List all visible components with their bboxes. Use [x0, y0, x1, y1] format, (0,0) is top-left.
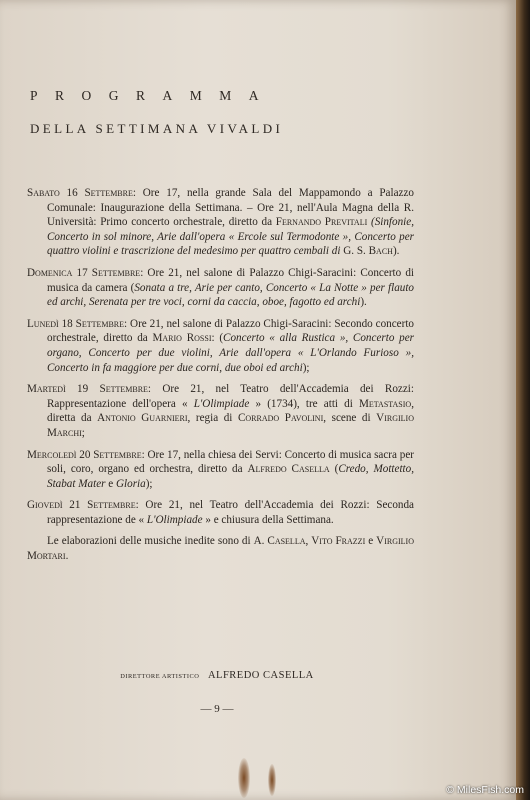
artistic-director-name: ALFREDO CASELLA: [207, 670, 314, 681]
entry-stage-director: Corrado Pavolini: [237, 412, 324, 425]
entry-works: Credo, Mottetto, Stabat Mater: [47, 463, 415, 490]
note-sep-1: ,: [305, 535, 312, 548]
entry-tail: ).: [392, 245, 400, 258]
program-entry-sunday: [27, 266, 414, 310]
note-sep-2: e: [365, 535, 377, 548]
note-name-1: A. Casella: [253, 535, 306, 548]
entry-text: : Ore 21, nel Teatro dell'Accademia dei Rozzi: Seconda rappresentazione de «: [47, 499, 415, 526]
paper-stain: [238, 758, 250, 798]
entry-text: : Ore 17, nella chiesa dei Servi: Concerto di musica sacra per soli, coro, organo ed orchestra, diretto da: [47, 448, 414, 476]
entry-mid: (: [329, 463, 339, 476]
entry-text: : Ore 21, nel salone di Palazzo Chigi-Saracini: Concerto di musica da camera (: [47, 266, 414, 294]
entry-tail: » e chiusura della Settimana.: [202, 513, 334, 526]
entry-day: Mercoledì 20 Settembre: [27, 448, 142, 461]
program-subtitle: DELLA SETTIMANA VIVALDI: [30, 121, 284, 136]
program-entry-thursday: [27, 498, 414, 527]
entry-works-2: Gloria: [116, 477, 146, 490]
note-text: Le elaborazioni delle musiche inedite sono di: [47, 535, 254, 548]
artistic-director-role: DIRETTORE ARTISTICO: [120, 673, 200, 680]
entry-text: : Ore 21, nel Teatro dell'Accademia dei Rozzi: Rappresentazione dell'opera «: [47, 383, 414, 410]
entry-day: Giovedì 21 Settembre: [27, 499, 136, 512]
entry-tail: ;: [81, 426, 85, 439]
program-entry-monday: [27, 317, 414, 375]
entry-text-2: » (1734), tre atti di: [249, 397, 360, 410]
entry-tail: ).: [360, 296, 367, 309]
entry-conductor: Alfredo Casella: [247, 463, 330, 476]
book-spine-edge: [516, 0, 530, 800]
entry-works: (Sinfonie, Concerto in sol minore, Arie dall'opera « Ercole sul Termodonte », Concerto per quattro violini e trascrizione del medesimo per quattro cembali di: [47, 216, 414, 258]
program-entry-tuesday: [27, 382, 414, 440]
entry-works: Concerto « alla Rustica », Concerto per organo, Concerto per due violini, Arie dall'opera « L'Orlando Furioso », Concerto in fa maggiore per due corni, due oboi ed archi: [47, 332, 414, 374]
note-name-2: Vito Frazzi: [311, 535, 366, 548]
entry-mid: : (: [211, 332, 224, 345]
program-title: PROGRAMMA: [30, 88, 277, 103]
entry-tail: );: [145, 477, 153, 490]
entry-day: Sabato 16 Settembre: [27, 187, 133, 199]
entry-text: : Ore 21, nel salone di Palazzo Chigi-Saracini: Secondo concerto orchestrale, diretto da: [47, 317, 414, 345]
note-name-3: Virgilio Mortari: [27, 535, 414, 563]
entry-day: Lunedì 18 Settembre: [27, 317, 125, 330]
program-list: [27, 186, 414, 564]
entry-conductor: Fernando Previtali: [275, 216, 368, 229]
entry-conductor: Mario Rossi: [152, 332, 212, 345]
entry-composer: G. S. Bach: [343, 245, 393, 258]
entry-day: Martedì 19 Settembre: [27, 383, 148, 396]
entry-conductor: Antonio Guarnieri: [97, 412, 188, 425]
entry-designer: Virgilio Marchi: [47, 412, 414, 439]
note-tail: .: [65, 550, 69, 563]
entry-text: : Ore 17, nella grande Sala del Mappamondo a Palazzo Comunale: Inaugurazione della Settimana. – Ore 21, nell'Aula Magna della R. Università: Primo concerto orchestrale, diretto da: [47, 187, 414, 229]
entry-works: Sonata a tre, Arie per canto, Concerto « La Notte » per flauto ed archi, Serenata per tre voci, corni da caccia, oboe, fagotto ed archi: [47, 281, 415, 309]
entry-opera: L'Olimpiade: [193, 397, 250, 410]
artistic-director-line: [0, 670, 434, 681]
entry-and: e: [105, 477, 116, 490]
arrangements-note: [27, 534, 414, 563]
entry-text-5: , scene di: [323, 412, 377, 425]
entry-text-4: , regia di: [187, 412, 238, 425]
program-entry-saturday: [27, 186, 414, 259]
entry-tail: );: [302, 361, 310, 374]
entry-day: Domenica 17 Settembre: [27, 266, 141, 279]
copyright-watermark: © MilesFish.com: [446, 784, 524, 796]
entry-opera: L'Olimpiade: [146, 513, 203, 526]
page-number: — 9 —: [200, 703, 234, 715]
entry-librettist: Metastasio: [359, 397, 412, 410]
program-entry-wednesday: [27, 448, 414, 492]
entry-text-3: , diretta da: [47, 397, 414, 425]
paper-stain: [268, 764, 276, 796]
